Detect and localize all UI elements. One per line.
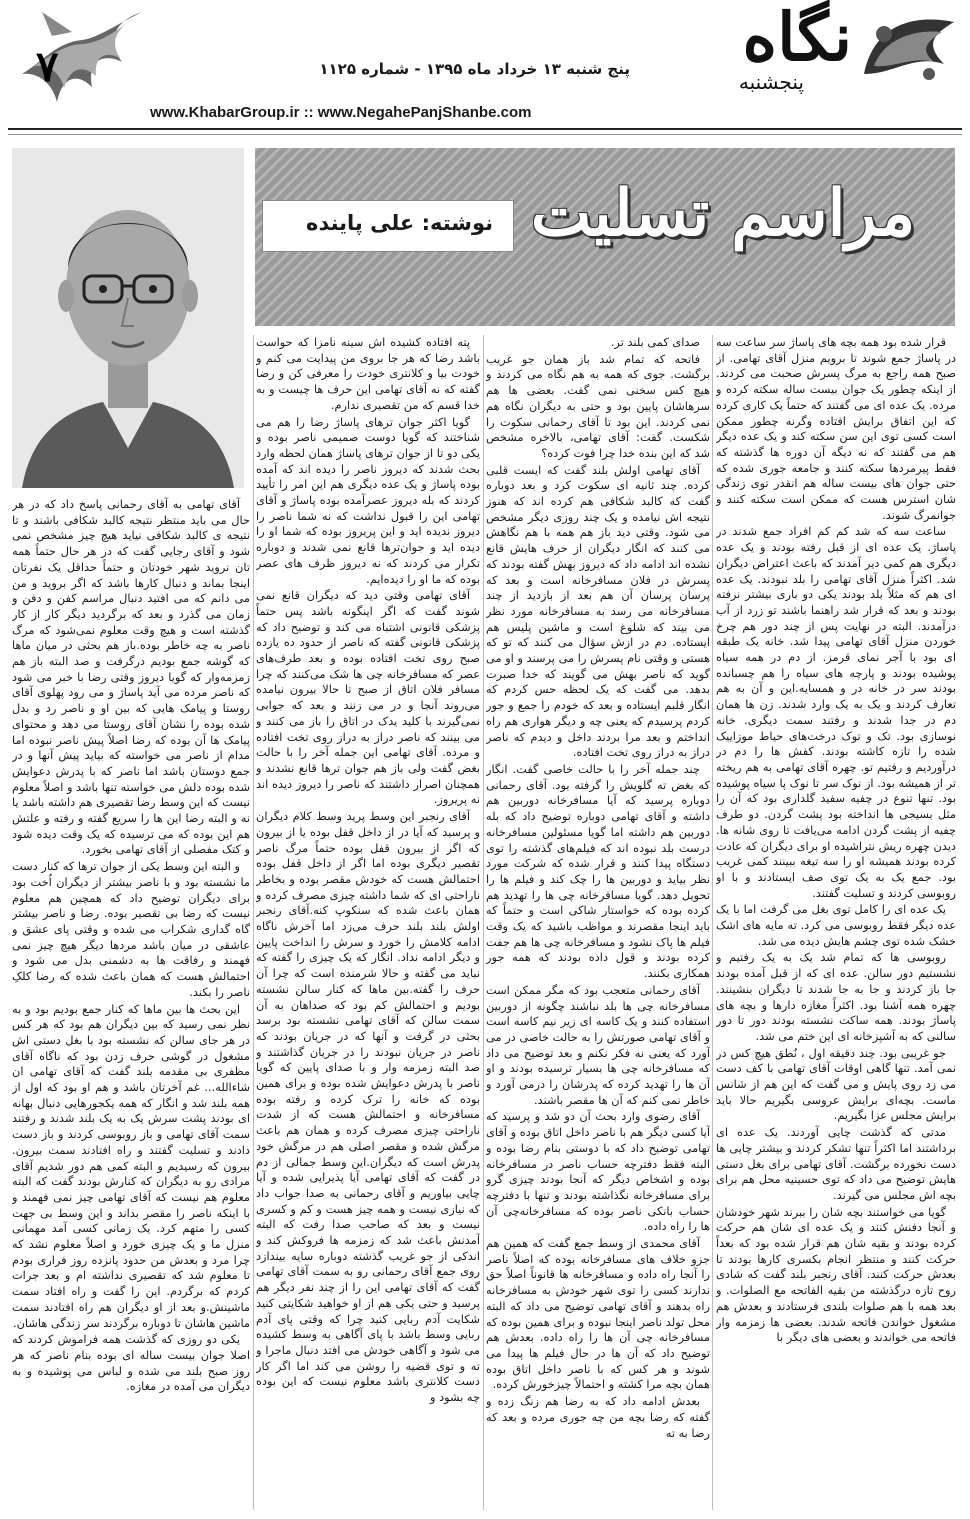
paragraph: قرار شده بود همه بچه های پاساژ سر ساعت سه در پاساژ جمع شوند تا برویم منزل آقای تهامی. از صبح همه راجع به مرگ پسرش صحبت می کردند. از اینکه چطور یک جوان بیست ساله سکته کرده و مرده. یک عده ای می گفتند که حتماً یک کاری کرده که این اتفاق برایش افتاده وگرنه چطور ممکن است کسی توی این سن سکته کند و یک عده دیگر هم می گفتند که نه دیگه آن دوره ها گذشته که فقط پیرمردها سکته کنند و جامعه جوری شده که حتی جوان های بیست ساله هم انقدر توی زندگی شان استرس هست که ممکن است سکته کنند و جوانمرگ شوند. (716, 335, 956, 522)
column-divider (483, 335, 484, 1510)
paragraph: چند جمله آخر را با حالت خاصی گفت. انگار که بغض ته گلویش را گرفته بود. آقای رحمانی دوباره پرسید که آیا مسافرخانه دوربین هم داشته و آقای تهامی دوباره توضیح داد که بله دوربین هم داشته اما گویا مسئولین مسافرخانه درست بلد نبوده اند که فیلم‌های گذشته را توی دستگاه پیدا کنند و قرار شده که شرکت مورد نظر بیاید و دوربین ها را چک کند و فیلم ها را تحویل دهد. گویا مسافرخانه چی ها را تهدید هم کرده بوده که خواستار شاکی است و حتماً که باید اینجا مقصرند و مواظب باشید که یک وقت فیلم ها پاک نشود و مسافرخانه چی ها هم جفت کرده بودند و قول داده بودند که همه جور همکاری بکنند. (486, 761, 710, 981)
paragraph: آقای رحمانی متعجب بود که مگر ممکن است مسافرخانه چی ها بلد نباشند چگونه از دوربین استفاده کنند و یک کاسه ای زیر نیم کاسه است و آقای تهامی صورتش را به حالت خاصی در می آورد که یعنی نه فکر نکنم و بعد توضیح می داد که مسافرخانه چی ها بسیار ترسیده بودند و او آن ها را تهدید کرده که پدرشان را درمی آورد و خاطر نمی کنم که آن ها مقصر باشند. (486, 982, 710, 1107)
paragraph: آقای تهامی به آقای رحمانی پاسخ داد که در هر حال می باید منتظر نتیجه کالبد شکافی باشند و تا نتیجه ی کالبد شکافی نیاید هیچ چیز مشخص نمی شود و آقای رجایی گفت که در هر حال حتماً همه تان نروید شهر خودتان و حتماً حداقل یک نفرتان اینجا بماند و دنبال کارها باشد که اگر بروید و من می دانم که می افتید دنبال مراسم کفن و دفن و زمان می گذرد و بعد که برگردید دیگر کار از کار گذشته است و هیچ وقت معلوم نمی‌شود که مرگ ناصر به چه خاطر بوده.باز هم بحثی در میان ما‌ها که گوشه جمع بودیم درگرفت و صد البته باز هم زمزمه‌وار که گویا دیروز وقتی رضا با خبر می شود که ناصر مرده می آید پاساژ و می رود پهلوی آقای روستا و پیامک هایی که بین او و ناصر رد و بدل شده بوده را نشان آقای روستا می دهد و محتوای پیامک ها آن بوده که رضا اصلاً پیش ناصر نبوده اما مدام از ناصر می خواسته که بیاید پیش آنها و در جمع دوستان باشد اما ناصر که با پدرش دعوایش شده بوده دلش می خواسته تنها باشد و اصلاً معلوم نیست که این وسط رضا تقصیری هم داشته باشد یا نه و البته رضا این ها را سریع گفته و رفته و علتش هم این بوده که می ترسیده که یک وقت دیده شود و کتک مفصلی از آقای تهامی بخورد. (12, 497, 250, 857)
article-column-4 (12, 497, 250, 1515)
paragraph: آقای محمدی از وسط جمع گفت که همین هم جزو خلاف های مسافرخانه بوده که اصلاً ناصر را آنجا راه داده و مسافرخانه ها قانوناً اصلاً حق ندارند کسی را توی شهر خودش به مسافرخانه راه بدهند و آقای تهامی توضیح می داد که البته محل تولد ناصر اینجا نبوده و برای همین بوده که مسافرخانه چی آن ها را راه داده. بعدش هم توضیح داد که آن ها در حال فیلم ها پیدا می شوند و هر کس که با ناصر داخل اتاق بوده همان بچه مرا کشته و احتمالاً چیزخورش کرده. (486, 1236, 710, 1392)
paragraph: روبوسی ها که تمام شد یک به یک رفتیم و نشستیم دور سالن. عده ای که از قبل آمده بودند جا باز کردند و جا به جا شدند تا دیگران بنشینند. چهره همه آشنا بود. اکثراً مغازه دارها و بچه های پاساژ بودند. همه ساکت نشسته بودند دور تا دور سالنی که به آشپزخانه ای این ختم می شد. (716, 950, 956, 1043)
website-urls: www.KhabarGroup.ir :: www.NegahePanjShanbe.com (150, 104, 532, 121)
paragraph: بعدش ادامه داد که به رضا هم زنگ زده و گفته که رضا بچه من چه جوری مرده و بعد که رضا به ته (486, 1394, 710, 1440)
paragraph: آقای تهامی وقتی دید که دیگران قانع نمی شوند گفت که اگر اینگونه باشد پس حتماً پزشکی قانونی اشتباه می کند و توضیح داد که پزشکی قانونی گفته که ناصر از حدود ده یازده صبح روی تخت افتاده بوده و بعد طرف‌های عصر که مسافرخانه چی ها شک می‌کنند که چرا مسافر فلان اتاق از صبح تا حالا بیرون نیامده می‌روند آنجا و در می زنند و بعد که جوابی نمی‌گیرند با کلید یدک در اتاق را باز می کنند و می بینند که ناصر دراز به دراز روی تخت افتاده و مرده. آقای تهامی این جمله آخر را با حالت بغض گفت ولی باز هم جوان ترها قانع نشدند و همچنان اصرار داشتند که ناصر را دیروز دیده اند نه پریروز. (256, 588, 480, 807)
phoenix-icon (12, 2, 152, 110)
paragraph: این بحث ها بین ماها که کنار جمع بودیم بود و به نظر نمی رسید که بین دیگران هم بود که هر کس در هر جای سالن که نشسته بود با بغل دستی اش مشغول در گوشی حرف زدن بود که ناگاه آقای مظفری بی مقدمه بلند گفت که آقای تهامی ان شاءالله... غم آخرتان باشد و هم او بود که اول از همه بلند شد و انگار که همه یکجورهایی دنبال بهانه ای بودند پشت سرش یک به یک بلند شدند و رفتند سمت آقای تهامی و باز روبوسی کردند و باز دست دادند و تسلیت گفتند و راه افتادند سمت بیرون. بیرون که رسیدیم و البته کمی هم دور شدیم آقای مرادی رو به دیگران که کنارش بودند گفت که البته معلوم هم نیست که آقای تهامی چیز نمی فهمند و با اینکه ناصر را مقصر بداند و این وسط بی جهت کسی را متهم کرد. یک زمانی کسی آمد مهمانی منزل ما و یک چیزی خورد و اصلاً معلوم نشد که چرا مرد و بعدش من حدود پانزده روز فراری بودم تا معلوم شد که تقصیری نداشته ام و بعد جرات کردم که برگردم. این را گفت و راه افتاد سمت ماشینش.و بعد از او دیگران هم راه افتادند سمت ماشین هاشان تا دوباره برگردند سر زندگی هاشان. (12, 1001, 250, 1330)
article-column-3 (256, 335, 480, 1515)
logo-sub: پنجشنبه (738, 70, 804, 94)
paragraph: پته افتاده کشیده اش سینه نامزا که حواست باشد رضا که هر جا بروی من پیدایت می کنم و خودت بیا و کلانتری خودت را معرفی کن و رضا گفته که نه آقای تهامی این حرف ها چیست و به خدا قسم که من تقصیری ندارم. (256, 335, 480, 412)
author-byline: نوشته: علی پاینده (306, 211, 493, 235)
article-column-1 (716, 335, 956, 1515)
paragraph: صدای کمی بلند تر. (610, 335, 700, 349)
paragraph: آقای تهامی اولش بلند گفت که ایست قلبی کرده. چند ثانیه ای سکوت کرد و بعد دوباره گفت که کالبد شکافی هم کرده اند که هنوز نتیجه اش نیامده و یک چند روزی دیگر مشخص می شود. وقتی دید باز هم همه با هم نگاهش می کنند که انگار دیگران از حرف هایش قانع نشده اند ادامه داد که دیروز بهش گفته بودند که پسرش در فلان مسافرخانه است و بعد که پرسان پرسان آن هم بعد از بازدید از چند مسافرخانه می رسد به مسافرخانه مورد نظر می بیند که شلوغ است و ماشین پلیس هم ایستاده. دم در ازش سؤال می کنند که تو که هستی و وقتی نام پسرش را می پرسند و او می گوید که ناصر بهش می گویند که خدا صبرت بدهد. می گفت که یک لحظه حس کردم که انگار قلبم ایستاده و بعد که خودم را جمع و جور کردم پرسیدم که یعنی چه و دیگر هواری هم راه انداختم و بعد مرا بردند داخل و دیدم که ناصر دراز به دراز روی تخت افتاده. (486, 462, 710, 760)
paragraph: یکی دو روزی که گذشت همه فراموش کردند که اصلا جوان بیست ساله ای بوده بنام ناصر که هر روز صبح بلند می شده و لباس می پوشیده و به دیگران می آمده در مغازه. (12, 1332, 250, 1394)
column-divider (253, 335, 254, 1510)
logo-main: نگاه (742, 0, 852, 76)
masthead-logo (660, 0, 860, 102)
ornament-icon (854, 4, 964, 90)
byline-box (262, 200, 514, 252)
paragraph: فاتحه که تمام شد باز همان جو غریب برگشت. جوی که همه به هم نگاه می کردند و هیچ کس سخنی نمی گفت. بعضی ها هم سرهاشان پایین بود و حتی به دیگران نگاه هم نمی کردند. این بود تا آقای رحمانی سکوت را شکست. گفت: آقای تهامی، بالاخره مشخص شد که این بنده خدا چرا فوت کرده؟ (486, 351, 710, 460)
header-rule (8, 128, 962, 135)
page-number: ۷ (36, 42, 59, 91)
paragraph: ساعت سه که شد کم کم افراد جمع شدند در پاساژ. یک عده ای از قبل رفته بودند و یک عده دیگری هم کمی دیر آمدند که باعث اعتراض دیگران شد. اکثراً منزل آقای تهامی را بلد نبودند. یک عده ای هم که مثلاً بلد بودند یکی دو باری بیشتر نرفته بودند و بعد که قرار شد راهنما باشند تو زرد از آب درآمدند. البته در نهایت پس از چند دور هم چرخ خوردن منزل آقای تهامی پیدا شد. خانه یک طبقه ای بود با آجر نمای قرمز. از دم در همه سیاه پوشیده بودند و پارچه های سیاه را هم چسبانده بودند سر در خانه در و همسایه.این و آن به هم تعارف کردند و یک به یک وارد شدند. زن ها همان دم در جدا شدند و رفتند سمت دیگری. خانه نوسازی بود. تک و توک درخت‌های حیاط موزاییک شده را تازه کاشته بودند. کفش ها را دم در درآوردیم و رفتیم تو. چهره آقای تهامی به هم ریخته تر از همیشه بود. از نوک سر تا نوک پا سیاه پوشیده بود. تنها تنوع در چفیه سفید گلداری بود که آن را مثل بسیجی ها انداخته بود پشت گردن. دو طرف چفیه از پشت گردن ادامه می‌یافت تا روی شانه ها. دیدن چهره ریش نتراشیده او برای دیگران که عادت کرده بودند همیشه او را سه تیغه ببینند کمی غریب بود. جمع یک به یک توی صف ایستادند و با او روبوسی کردند و تسلیت گفتند. (716, 524, 956, 900)
paragraph: یک عده ای را کامل توی بغل می گرفت اما با یک عده دیگر فقط روبوسی می کرد. ته مایه های اشک خشک شده توی چشم هایش دیده می شد. (716, 902, 956, 948)
paragraph: مدتی که گذشت چایی آوردند. یک عده ای برداشتند اما اکثراً تنها تشکر کردند و بیشتر چایی ها دست نخورده برگشت. آقای تهامی برای بغل دستی هایش توضیح می داد که توی حسینیه محل هم برای بچه اش مجلس می گیرند. (716, 1125, 956, 1202)
paragraph: آقای رنجبر این وسط پرید وسط کلام دیگران و پرسید که آیا در از داخل قفل بوده یا از بیرون که اگر از بیرون قفل بوده حتماً مرگ ناصر تقصیر دیگری بوده اما اگر از داخل قفل بوده احتمالش هست که خودش مقصر بوده و بخاطر ناراحتی ای که شما داشته چیزی مصرف کرده و همان باعث شده که سنکوپ کنه.آقای رنجبر اولش بلند بلند حرف می‌زد اما آخرش نا‌گاه ادامه کلامش را خورد و سرش را انداخت پایین و دیگر ادامه نداد. انگار که یک چیزی را گفته که نباید می گفته و حالا شرمنده است که چرا آن حرف را گفته.بین ماها که کنار سالن نشسته بودیم و احتمالش کم بود که صداهان به آن سمت سالن که آقای تهامی نشسته بود برسد بحثی در گرفت و آنها که در جریان بودند که ناصر در جریان نبودند را در جریان گذاشتند و صد البته زمزمه وار و با صدای پایین که گویا ناصر با پدرش دعوایش شده بوده و برای همین بوده که خانه را ترک کرده و رفته بوده مسافرخانه و احتمالش هست که از شدت ناراحتی چیزی مصرف کرده و همان هم باعث مرگش شده و مقصر اصلی هم در مرگش خود پدرش است که دیگران.این وسط جمالی از دم در گفت که آقای تهامی آیا پذیرایی شده و آیا چایی بیاوریم و آقای رحمانی به صدا جواب داد که نیازی نیست و همه چیز هست و کم و کسری نیست و بعد که صاحب صدا رفت که البته آمدنش باعث شد که زمزمه ها فروکش کند و اندکی از جو غریب گذشته دوباره سایه بیندازد روی جمع آقای رحمانی رو به سمت آقای تهامی گفت که آقای تهامی این را از چند نفر دیگر هم پرسید و حتی یکی هم از او خواهید شکایتی کنید شکایت آدم ربایی کنید چرا که وقتی پای آدم ربایی وسط باشد با پای آگاهی به وسط کشیده می شود و آگاهی خودش می افتد دنبال ماجرا و ته و توی قضیه را روشن می کند اما اگر کار دست کلانتری باشد معلوم نیست که این بوده چه بشود و (256, 809, 480, 1405)
article-title: مراسم تسلیت (530, 176, 915, 251)
issue-date-line: پنج شنبه ۱۳ خرداد ماه ۱۳۹۵ - شماره ۱۱۲۵ (319, 60, 630, 78)
paragraph: آقای رضوی وارد بحث آن دو شد و پرسید که آیا کسی دیگر هم با ناصر داخل اتاق بوده و آقای تهامی توضیح داد که با دوستی بنام رضا بوده و البته فقط دفترچه حساب ناصر در مسافرخانه بوده و اشخاص دیگر که آنجا بودند چیزی گرو برای مسافرخانه نگذاشته بودند و تنها با دفترچه حساب بانکی ناصر بوده که مسافرخانه‌چی آن ها را راه داده. (486, 1109, 710, 1234)
column-divider (712, 335, 713, 1510)
article-column-2 (486, 335, 710, 1515)
masthead (0, 0, 970, 140)
paragraph: گویا اکثر جوان ترهای پاساژ رضا را هم می شناختند که گویا دوست صمیمی ناصر بوده و یکی دو تا از جوان ترهای پاساژ همان لحظه وارد بحث شدند که دیروز ناصر را دیده اند که آمده بوده پاساژ و یک عده دیگری هم این امر را تأیید کردند که بله دیروز عصرآمده بوده پاساژ و آقای تهامی این را قبول نداشت که نه شما ناصر را دیروز ندیده اید و این پریروز بوده که شما او را دیده اید و جوان‌ترها قانع نمی شدند و دوباره تکرار می کردند که نه دیروز ظرف های عصر بوده که ما او را دیده‌ایم. (256, 414, 480, 586)
paragraph: و البته این وسط یکی از جوان ترها که کنار دست ما نشسته بود و با ناصر بیشتر از دیگران اُخت بود برای دیگران توضیح داد که همچین هم معلوم نیست که رضا بی تقصیر بوده. رضا و ناصر بیشتر گاه گداری شکراب می شده و وقتی پای عشق و عاشقی در میان باشد مردها دیگر هیچ چیز نمی فهمند و رفاقت ها به دشمنی بدل می شود و احتمالش هست که همان باعث شده که رضا کلکِ ناصر را بکند. (12, 859, 250, 999)
paragraph: گویا می خواستند بچه شان را ببرند شهر خودشان و آنجا دفنش کنند و یک عده ای شان هم حرکت کرده بودند و بقیه شان هم قرار شده بود که بعداً حرکت کنند و منتظر انجام بکسری کارها بودند تا بعدش حرکت کنند. آقای رنجبر بلند گفت که شادی روح تازه درگذشته من بقیه الفاتحه مع الصلوات. و بعد همه با هم صلوات بلندی فرستادند و بعدش هم مشغول خواندن فاتحه شدند. بعضی ها زمزمه وار فاتحه می خواندند و بعضی های دیگر با (716, 1204, 956, 1345)
paragraph: جو غریبی بود. چند دقیقه اول ، نُطق هیچ کس در نمی آمد. تنها گاهی اوقات آقای تهامی با کف دست می زد روی پایش و می گفت که این هم از شانس ماست. بچه‌ای برایش عروسی بگیریم حالا باید برایش مجلس عزا بگیریم. (716, 1045, 956, 1123)
author-photo (12, 148, 244, 488)
